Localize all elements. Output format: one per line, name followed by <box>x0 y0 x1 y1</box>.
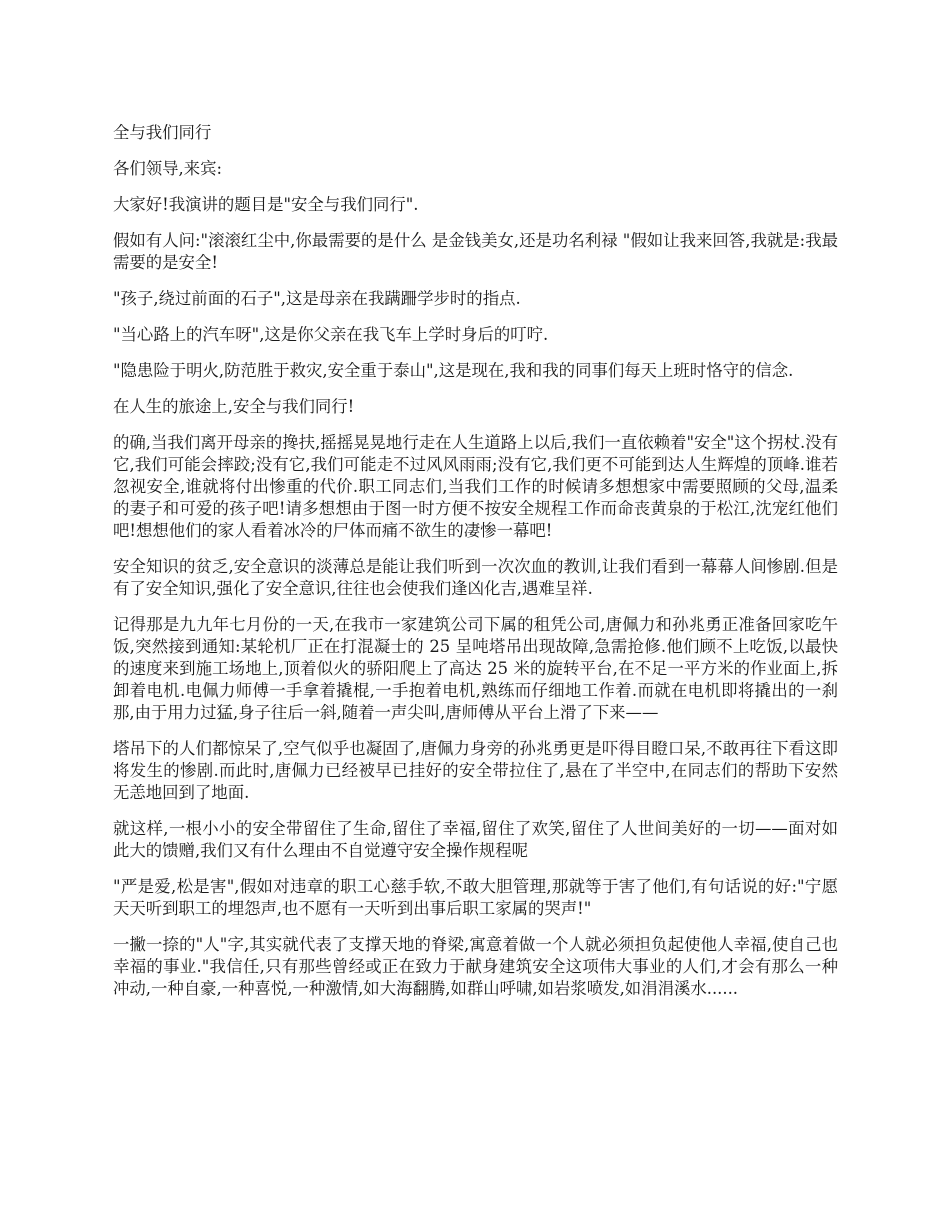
paragraph-mother-quote: "孩子,绕过前面的石子",这是母亲在我蹒跚学步时的指点. <box>113 289 521 308</box>
paragraph-greeting: 大家好!我演讲的题目是"安全与我们同行". <box>113 195 419 214</box>
document-body <box>113 122 838 1014</box>
paragraph-safety-motto: "隐患险于明火,防范胜于救灾,安全重于泰山",这是现在,我和我的同事们每天上班时恪守的信念. <box>113 361 794 380</box>
paragraph-story: 记得那是九九年七月份的一天,在我市一家建筑公司下属的租凭公司,唐佩力和孙兆勇正准备回家吃午饭,突然接到通知:某轮机厂正在打混凝士的 25 呈吨塔吊出现故障,急需抢修.他们顾不上吃饭,以最快的速度来到施工场地上,顶着似火的骄阳爬上了高达 25 米的旋转平台,在不足一平方米的作业面上,拆卸着电机.电佩力师傅一手拿着撬棍,一手抱着电机,熟练而仔细地工作着.而就在电机即将撬出的一刹那,由于用力过猛,身子往后一斜,随着一声尖叫,唐师傅从平台上滑了下来—— <box>113 615 838 722</box>
paragraph-closing: 一撇一捺的"人"字,其实就代表了支撑天地的脊梁,寓意着做一个人就必须担负起使他人幸福,使自己也幸福的事业."我信任,只有那些曾经或正在致力于献身建筑安全这项伟大事业的人们,才会有那么一种冲动,一种自豪,一种喜悦,一种激情,如大海翻腾,如群山呼啸,如岩浆喷发,如涓涓溪水...... <box>113 935 838 998</box>
paragraph-question: 假如有人问:"滚滚红尘中,你最需要的是什么 是金钱美女,还是功名利禄 "假如让我来回答,我就是:我最需要的是安全! <box>113 231 838 272</box>
paragraph-salutation: 各们领导,来宾: <box>113 159 223 178</box>
paragraph-rescue: 塔吊下的人们都惊呆了,空气似乎也凝固了,唐佩力身旁的孙兆勇更是吓得目瞪口呆,不敢再往下看这即将发生的惨剧.而此时,唐佩力已经被早已挂好的安全带拉住了,悬在了半空中,在同志们的帮助下安然无恙地回到了地面. <box>113 739 838 802</box>
paragraph-strictness: "严是爱,松是害",假如对违章的职工心慈手软,不敢大胆管理,那就等于害了他们,有句话说的好:"宁愿天天听到职工的埋怨声,也不愿有一天听到出事后职工家属的哭声!" <box>113 877 838 918</box>
paragraph-father-quote: "当心路上的汽车呀",这是你父亲在我飞车上学时身后的叮咛. <box>113 325 549 344</box>
paragraph-safety-belt: 就这样,一根小小的安全带留住了生命,留住了幸福,留住了欢笑,留住了人世间美好的一切——面对如此大的馈赠,我们又有什么理由不自觉遵守安全操作规程呢 <box>113 819 838 860</box>
paragraph-journey: 在人生的旅途上,安全与我们同行! <box>113 397 355 416</box>
paragraph-reliance: 的确,当我们离开母亲的搀扶,摇摇晃晃地行走在人生道路上以后,我们一直依赖着"安全"这个拐杖.没有它,我们可能会摔跤;没有它,我们可能走不过风风雨雨;没有它,我们更不可能到达人生辉煌的顶峰.谁若忽视安全,谁就将付出惨重的代价.职工同志们,当我们工作的时候请多想想家中需要照顾的父母,温柔的妻子和可爱的孩子吧!请多想想由于图一时方便不按安全规程工作而命丧黄泉的于松江,沈宠红他们吧!想想他们的家人看着冰冷的尸体而痛不欲生的凄惨一幕吧! <box>113 433 838 540</box>
document-title: 全与我们同行 <box>113 123 212 142</box>
paragraph-knowledge: 安全知识的贫乏,安全意识的淡薄总是能让我们听到一次次血的教训,让我们看到一幕幕人间惨剧.但是有了安全知识,强化了安全意识,往往也会使我们逢凶化吉,遇难呈祥. <box>113 557 838 598</box>
